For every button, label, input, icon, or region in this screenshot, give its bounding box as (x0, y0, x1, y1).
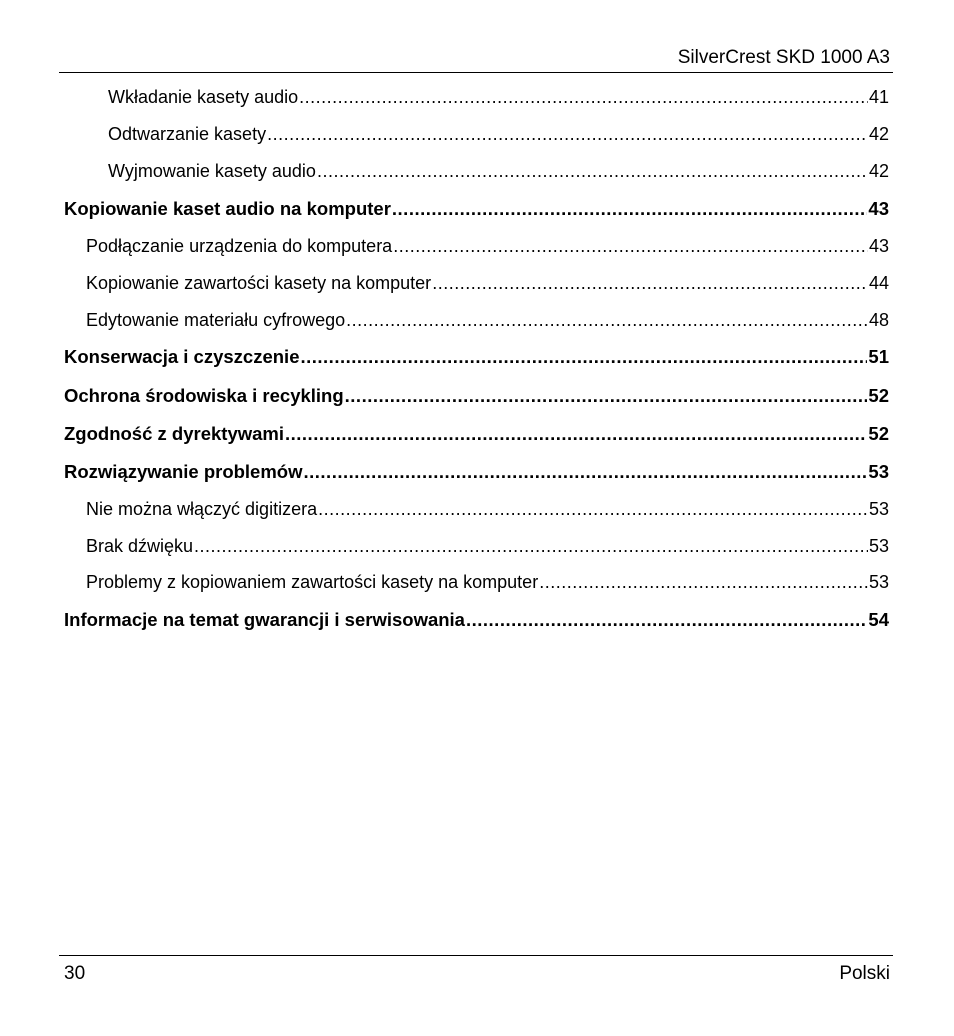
toc-entry-label: Zgodność z dyrektywami (64, 423, 284, 444)
toc-entry[interactable] (108, 122, 889, 146)
toc-leader-dots (392, 197, 868, 221)
toc-leader-dots (539, 570, 868, 594)
toc-entry[interactable] (108, 159, 889, 183)
toc-entry[interactable] (86, 234, 889, 258)
toc-entry-label: Kopiowanie kaset audio na komputer (64, 198, 391, 219)
toc-entry-page: 54 (868, 609, 889, 630)
toc-entry[interactable] (64, 460, 889, 484)
toc-leader-dots (299, 85, 868, 109)
toc-entry-page: 53 (868, 499, 889, 519)
toc-entry-page: 44 (868, 273, 889, 293)
toc-entry-page: 43 (868, 236, 889, 256)
toc-entry-page: 48 (868, 310, 889, 330)
toc-entry-label: Brak dźwięku (86, 536, 194, 556)
toc-entry[interactable] (86, 271, 889, 295)
toc-entry-page: 52 (868, 423, 889, 444)
toc-leader-dots (304, 460, 868, 484)
toc-entry-page: 51 (868, 346, 889, 367)
toc-leader-dots (267, 122, 868, 146)
toc-leader-dots (300, 345, 867, 369)
toc-entry[interactable] (108, 85, 889, 109)
toc-entry-page: 41 (868, 87, 889, 107)
toc-entry-label: Odtwarzanie kasety (108, 124, 267, 144)
toc-entry-page: 43 (868, 198, 889, 219)
toc-entry-label: Kopiowanie zawartości kasety na komputer (86, 273, 432, 293)
toc-leader-dots (318, 497, 868, 521)
toc-leader-dots (317, 159, 868, 183)
toc-leader-dots (466, 608, 867, 632)
toc-entry[interactable] (64, 197, 889, 221)
toc-leader-dots (345, 384, 868, 408)
toc-entry-label: Podłączanie urządzenia do komputera (86, 236, 393, 256)
header-rule (59, 72, 893, 73)
toc-entry-label: Edytowanie materiału cyfrowego (86, 310, 346, 330)
toc-entry[interactable] (86, 497, 889, 521)
toc-entry-page: 42 (868, 124, 889, 144)
toc-entry-label: Nie można włączyć digitizera (86, 499, 318, 519)
toc-entry-page: 53 (868, 572, 889, 592)
page-number: 30 (64, 963, 86, 984)
toc-entry-label: Problemy z kopiowaniem zawartości kasety na komputer (86, 572, 539, 592)
toc-entry-label: Konserwacja i czyszczenie (64, 346, 300, 367)
toc-leader-dots (393, 234, 868, 258)
toc-entry[interactable] (64, 608, 889, 632)
toc-entry-page: 53 (868, 536, 889, 556)
toc-leader-dots (194, 534, 868, 558)
toc-entry-label: Wkładanie kasety audio (108, 87, 299, 107)
toc-entry[interactable] (64, 422, 889, 446)
toc-entry[interactable] (86, 308, 889, 332)
toc-entry-label: Wyjmowanie kasety audio (108, 161, 316, 181)
toc-leader-dots (285, 422, 867, 446)
toc-entry-page: 42 (868, 161, 889, 181)
footer-language: Polski (839, 963, 890, 984)
toc-entry[interactable] (86, 570, 889, 594)
toc-entry-page: 52 (868, 385, 889, 406)
footer-rule (59, 955, 893, 956)
toc-entry-label: Ochrona środowiska i recykling (64, 385, 344, 406)
toc-entry-label: Rozwiązywanie problemów (64, 461, 303, 482)
document-header-title: SilverCrest SKD 1000 A3 (677, 47, 890, 68)
toc-entry[interactable] (86, 534, 889, 558)
toc-entry[interactable] (64, 345, 889, 369)
toc-entry[interactable] (64, 384, 889, 408)
toc-leader-dots (432, 271, 868, 295)
toc-leader-dots (346, 308, 868, 332)
toc-entry-page: 53 (868, 461, 889, 482)
toc-entry-label: Informacje na temat gwarancji i serwisowania (64, 609, 465, 630)
